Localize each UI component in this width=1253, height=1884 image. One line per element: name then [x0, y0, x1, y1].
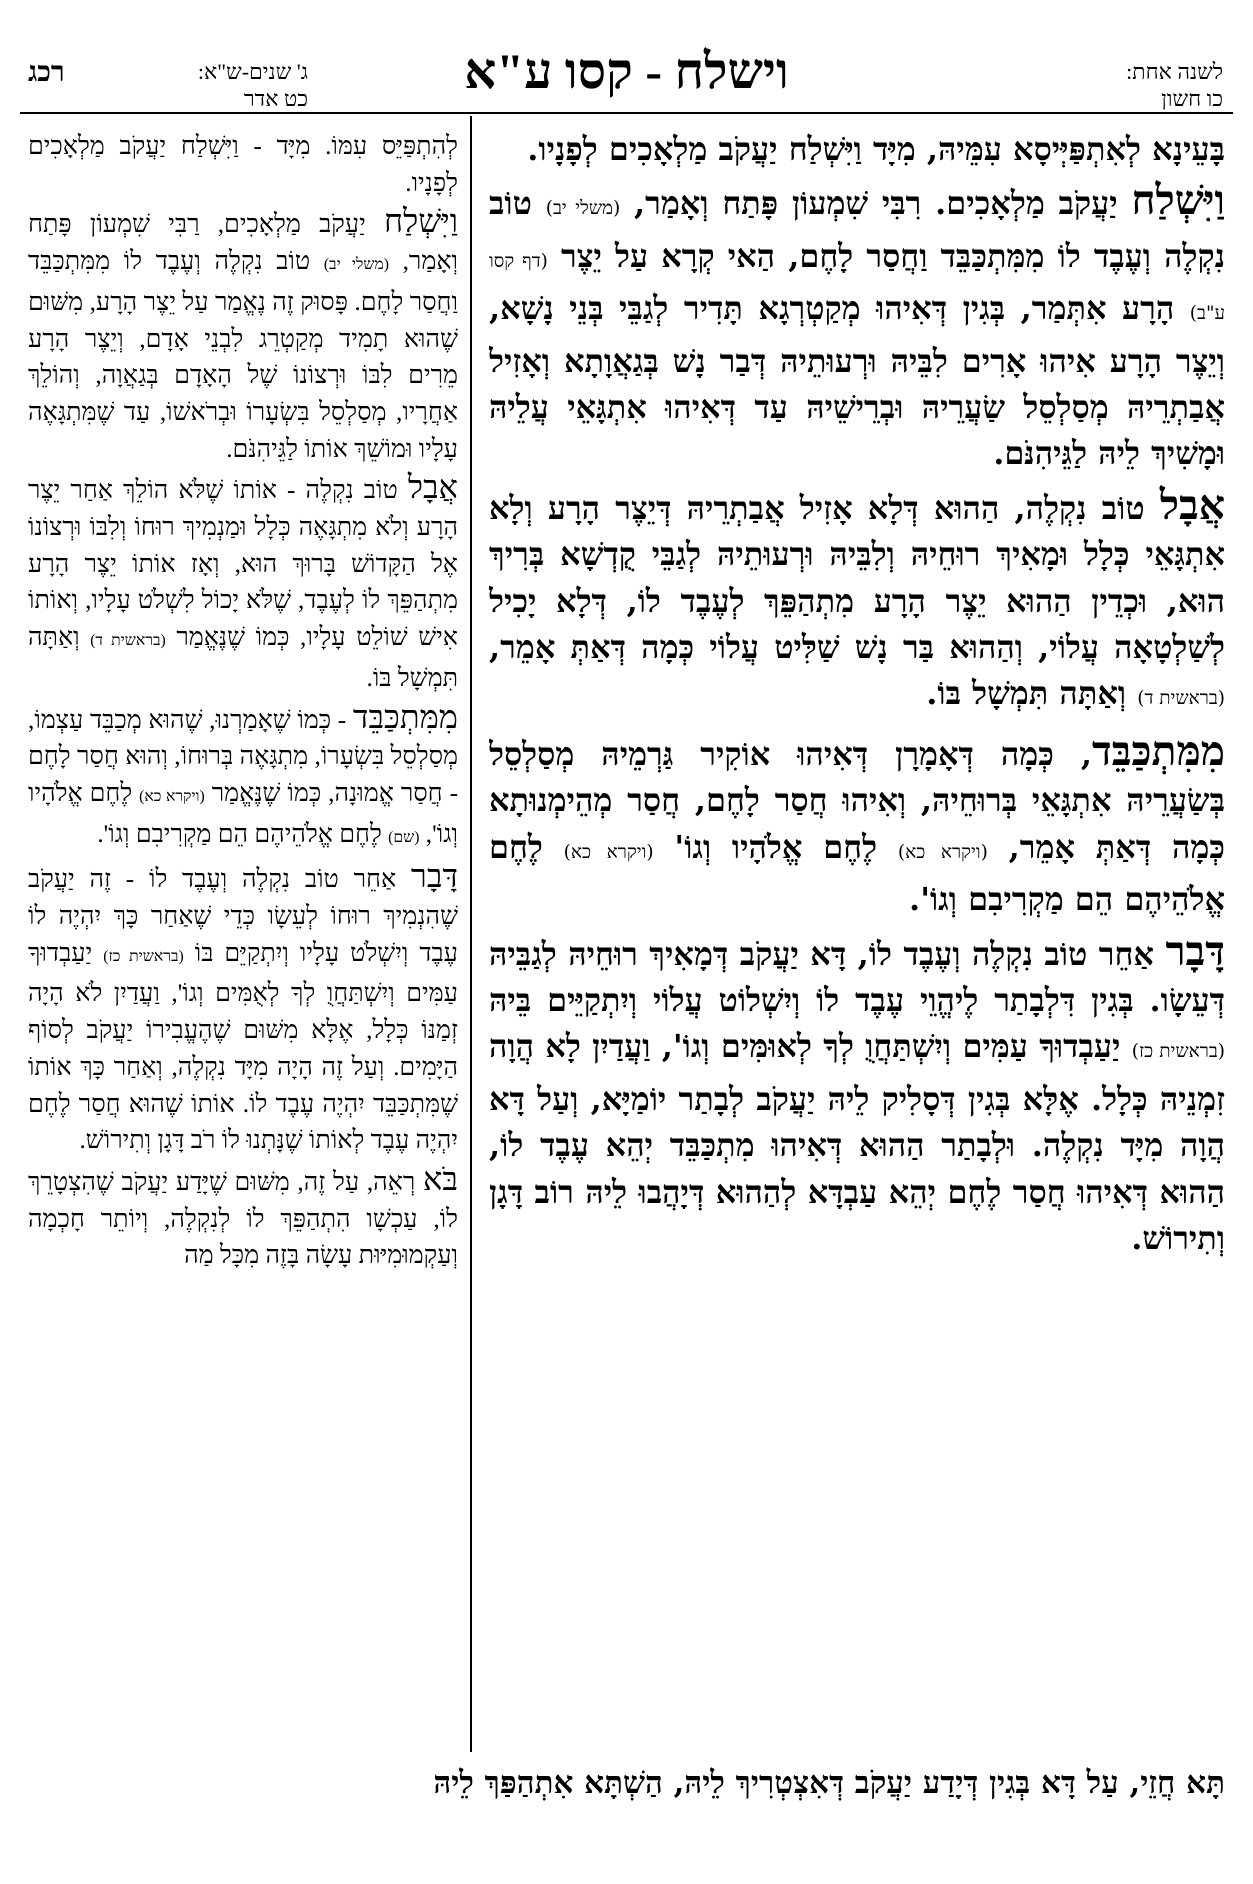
header-three-year-schedule [28, 58, 308, 112]
text-run: , כְּמָה דְּאָמָרָן דְּאִיהוּ אוֹקִיר גַּרְמֵיהּ מְסַלְסֵל בְּשַׂעֲרֵיהּ אִתְגָּאֵי בְּרוּחֵיהּ, וְאִיהוּ חֲסַר לָחֶם, חֲסַר מְהֵימְנוּתָא כְּמָה דְּאַתְּ אָמֵר, [489, 734, 1225, 866]
paragraph-lead-word: אֲבָל [407, 470, 458, 507]
paragraph [489, 482, 1225, 723]
paragraph [489, 728, 1225, 923]
paragraph-lead-word: וַיִּשְׁלַח [1131, 176, 1225, 225]
text-run: בָּעֵינָא לְאִתְפַּיְּיסָא עִמֵּיהּ, מִיָּד וַיִּשְׁלַח יַעֲקֹב מַלְאָכִים לְפָנָיו. [527, 130, 1225, 168]
text-run: יַעַבְדוּךָ עַמִּים וְיִשְׁתַּחֲוֻ לְךָ לְאוּמִּים וְגוֹ', וַעֲדַיִן לָא הֲוָה זִמְנֵיהּ כְּלָל. אֶלָּא בְּגִין דְּסָלִיק לֵיהּ יַעֲקֹב לְבָתַר יוֹמַיָּא, וְעַל דָּא הֲוָה מִיָּד נִקְלֶה. וּלְבָתַר הַהוּא דְּאִיהוּ מִתְכַּבֵּד יְהֵא עֶבֶד לוֹ, הַהוּא דְּאִיהוּ חֲסַר לֶחֶם יְהֵא עַבְדָּא לְהַהוּא דְּיָהֲבוּ לֵיהּ רוֹב דָּגָן וְתִירוֹשׁ. [489, 1027, 1225, 1257]
main-text-column [489, 126, 1225, 1751]
paragraph [489, 126, 1225, 172]
text-run: לֶחֶם אֱלֹהָיו וְגוֹ', [28, 778, 458, 848]
header-three-year-label: ג' שנים-ש"א: [197, 59, 308, 84]
text-run: יַעֲקֹב מַלְאָכִים, רַבִּי שִׁמְעוֹן פָּתַח וְאָמַר, [28, 210, 458, 276]
paragraph-lead-word: וַיִּשְׁלַח [384, 204, 458, 241]
scripture-reference: (דף קסו ע"ב) [489, 250, 1225, 325]
column-divider [470, 116, 472, 1752]
text-run: וְאַתָּה תִּמְשָׁל בּוֹ. [926, 674, 1138, 713]
scripture-reference: (בראשית כז) [1131, 1041, 1225, 1063]
paragraph [28, 859, 458, 1159]
text-run: טוֹב נִקְלֶה וְעֶבֶד לוֹ מִמִּתְכַּבֵּד וַחֲסַר לָחֶם. פָּסוּק זֶה נֶאֱמַר עַל יֵצֶר הָרָע, מִשּׁוּם שֶׁהוּא תָמִיד מְקַטְרֵג לִבְנֵי אָדָם, וְיֵצֶר הָרָע מֵרִים לִבּוֹ וּרְצוֹנוֹ שֶׁל הָאָדָם בְּגַאֲוָה, וְהוֹלֵךְ אַחֲרָיו, מְסַלְסֵל בִּשְׂעָרוֹ וּבְרֹאשׁוֹ, עַד שֶׁמִּתְגָּאֶה עָלָיו וּמוֹשֵׁךְ אוֹתוֹ לַגֵּיהִנֹּם. [28, 247, 458, 463]
text-run: וְאַתָּה תִּמְשָׁל בּוֹ. [28, 623, 458, 692]
header-one-year-date: כו חשון [1161, 86, 1223, 111]
text-run: לֶחֶם אֱלֹהֵיהֶם הֵם מַקְרִיבִם וְגוֹ'. [489, 827, 1225, 919]
header-three-year-date: כט אדר [243, 86, 308, 111]
paragraph [28, 700, 458, 857]
scripture-reference: (בראשית ד) [1137, 688, 1225, 710]
paragraph [28, 204, 458, 467]
paragraph [28, 470, 458, 696]
page-header [0, 0, 1253, 112]
text-run: - כְּמוֹ שֶׁאָמַרְנוּ, שֶׁהוּא מְכַבֵּד עַצְמוֹ, מְסַלְסֵל בִּשְׂעָרוֹ, מִתְגָּאֶה בְּרוּחוֹ, וְהוּא חֲסַר לָחֶם - חֲסַר אֱמוּנָה, כְּמוֹ שֶׁנֶּאֱמַר [28, 705, 458, 807]
scripture-reference: (בראשית כז) [103, 947, 184, 965]
continuation-line: תָּא חֲזֵי, עַל דָּא בְּגִין דְּיָדַע יַעֲקֹב דְּאִצְטְרִיךְ לֵיהּ, הַשְׁתָּא אִתְהַפַּךְ לֵיהּ [433, 1765, 1225, 1801]
text-run: לֶחֶם אֱלֹהָיו וְגוֹ' [653, 827, 898, 866]
paragraph [489, 177, 1225, 476]
scripture-reference: (ויקרא כא) [563, 841, 654, 863]
text-run: יַעֲקֹב מַלְאָכִים. רִבִּי שִׁמְעוֹן פָּתַח וְאָמַר, [620, 184, 1132, 223]
commentary-column [28, 128, 458, 1752]
text-run: טוֹב נִקְלֶה וְעֶבֶד לוֹ מִמִּתְכַּבֵּד וַחֲסַר לָחֶם, הַאי קְרָא עַל יֵצֶר [489, 184, 1225, 275]
scripture-reference: (ויקרא כא) [139, 787, 205, 805]
page-title: וישלח - קסו ע"א [464, 43, 789, 99]
text-run: הָרָע אִתְּמַר, בְּגִין דְּאִיהוּ מְקַטְרְגָא תָּדִיר לְגַבֵּי בְּנֵי נָשָׁא, וְיֵצֶר הָרָע אִיהוּ אָרִים לִבֵּיהּ וּרְעוּתֵיהּ דְּבַר נָשׁ בְּגַאֲוָתָא וְאָזִיל אֲבַתְרֵיהּ מְסַלְסֵל שַׂעֲרֵיהּ וּבְרֵישֵׁיהּ עַד דְּאִיהוּ אִתְגָּאֵי עֲלֵיהּ וּמָשִׁיךְ לֵיהּ לַגֵּיהִנֹּם. [489, 289, 1225, 473]
paragraph-lead-word: מִמִּתְכַּבֵּד [1092, 726, 1225, 775]
paragraph [28, 1162, 458, 1274]
text-run: טוֹב נִקְלֶה - אוֹתוֹ שֶׁלֹּא הוֹלֵךְ אַחַר יֵצֶר הָרָע וְלֹא מִתְגָּאֶה כְּלָל וּמַנְמִיךְ רוּחוֹ וְלִבּוֹ וּרְצוֹנוֹ אֶל הַקָּדוֹשׁ בָּרוּךְ הוּא, וְאָז אוֹתוֹ יֵצֶר הָרָע מִתְהַפֵּךְ לוֹ לְעֶבֶד, שֶׁלֹּא יָכוֹל לִשְׁלֹט עָלָיו, וְאוֹתוֹ אִישׁ שׁוֹלֵט עָלָיו, כְּמוֹ שֶׁנֶּאֱמַר [28, 476, 458, 652]
paragraph-lead-word: בֹּא [422, 1161, 458, 1198]
paragraph-lead-word: מִמִּתְכַּבֵּד [352, 699, 458, 736]
text-run: לֶחֶם אֱלֹהֵיהֶם הֵם מַקְרִיבִם וְגוֹ'. [97, 819, 389, 848]
text-run: רְאֵה, עַל זֶה, מִשּׁוּם שֶׁיָּדַע יַעֲקֹב שֶׁהִצְטָרֵךְ לוֹ, עַכְשָׁו הִתְהַפֵּךְ לוֹ לְנִקְלֶה, וְיוֹתֵר חָכְמָה וְעַקְמוּמִיּוּת עָשָׂה בָּזֶה מִכָּל מַה [28, 1167, 458, 1270]
scripture-reference: (משלי יב) [545, 198, 621, 220]
text-run: טוֹב נִקְלֶה, הַהוּא דְּלָא אָזִיל אֲבַתְרֵיהּ דְּיֵצֶר הָרָע וְלָא אִתְגָּאֵי כְּלָל וּמָאִיךְ רוּחֵיהּ וְלִבֵּיהּ וּרְעוּתֵיהּ לְגַבֵּי קֻדְשָׁא בְּרִיךְ הוּא, וּכְדֵין הַהוּא יֵצֶר הָרָע מִתְהַפֵּךְ לְעֶבֶד לוֹ, דְּלָא יָכִיל לְשַׁלְטָאָה עֲלוֹי, וְהַהוּא בַּר נָשׁ שַׁלִּיט עֲלוֹי כְּמָה דְּאַתְּ אָמֵר, [489, 488, 1225, 667]
text-run: יַעַבְדוּךָ עַמִּים וְיִשְׁתַּחֲוֻ לְךָ לְאֻמִּים וְגוֹ', וַעֲדַיִן לֹא הָיָה זְמַנּוֹ כְּלָל, אֶלָּא מִשּׁוּם שֶׁהֶעֱבִירוֹ יַעֲקֹב לְסוֹף הַיָּמִים. וְעַל זֶה הָיָה מִיָּד נִקְלֶה, וְאַחַר כָּךְ אוֹתוֹ שֶׁמִּתְכַּבֵּד יִהְיֶה עֶבֶד לוֹ. אוֹתוֹ שֶׁהוּא חֲסַר לֶחֶם יִהְיֶה עֶבֶד לְאוֹתוֹ שֶׁנָּתְנוּ לוֹ רֹב דָּגָן וְתִירוֹשׁ. [28, 938, 458, 1155]
header-divider [20, 112, 1233, 114]
scripture-reference: (שם) [388, 828, 420, 846]
page-number: רכג [28, 57, 65, 88]
scripture-reference: (משלי יב) [323, 256, 389, 274]
paragraph-lead-word: דָּבָר [1165, 926, 1225, 975]
header-one-year-label: לשנה אחת: [1126, 59, 1223, 84]
paragraph [28, 128, 458, 201]
text-run: לְהִתְפַּיֵּס עִמּוֹ. מִיָּד - וַיִּשְׁלַח יַעֲקֹב מַלְאָכִים לְפָנָיו. [28, 132, 458, 197]
scripture-reference: (בראשית ד) [90, 632, 166, 650]
paragraph [489, 928, 1225, 1262]
scripture-reference: (ויקרא כא) [897, 841, 988, 863]
paragraph-lead-word: דָּבָר [410, 859, 458, 896]
paragraph-lead-word: אֲבָל [1159, 480, 1225, 529]
text-run: אַחֵר טוֹב נִקְלֶה וְעֶבֶד לוֹ - זֶה יַעֲקֹב שֶׁהִנְמִיךְ רוּחוֹ לְעֵשָׂו כְּדֵי שֶׁאַחַר כָּךְ יִהְיֶה לוֹ עֶבֶד וְיִשְׁלֹט עָלָיו וְיִתְקַיֵּם בּוֹ [28, 865, 458, 967]
text-run: אַחֵר טוֹב נִקְלֶה וְעֶבֶד לוֹ, דָּא יַעֲקֹב דְּמָאִיךְ רוּחֵיהּ לְגַבֵּיהּ דְּעֵשָׂו. בְּגִין דִּלְבָתַר לֶיהֱוֵי עֶבֶד לוֹ וְיִשְׁלוֹט עֲלוֹי וְיִתְקַיֵּים בֵּיהּ [489, 934, 1225, 1019]
